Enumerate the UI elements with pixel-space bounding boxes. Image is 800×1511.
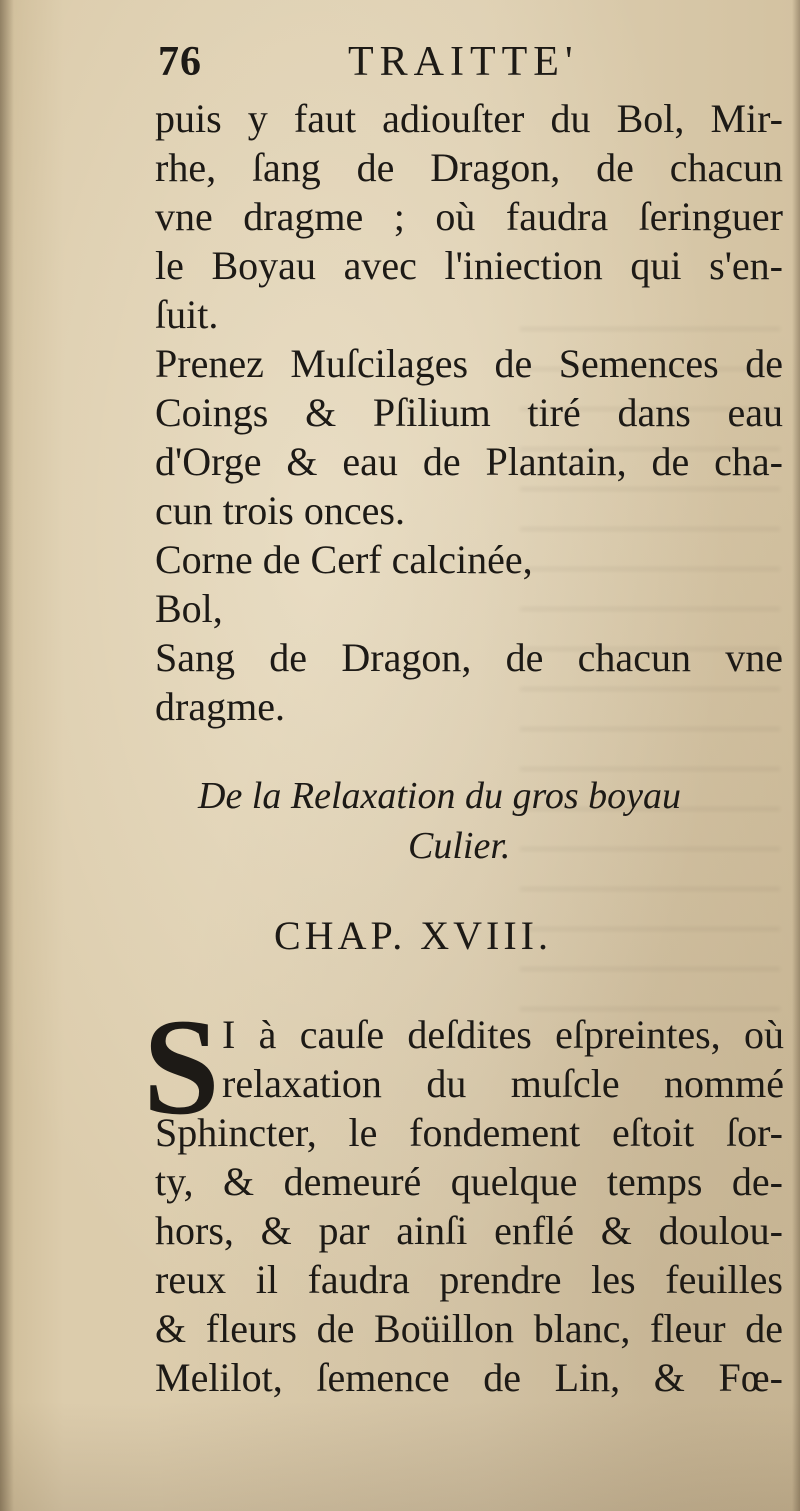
page-bottom-shadow [0, 1401, 800, 1511]
page-header [158, 38, 658, 92]
body-line: I à cauſe deſdites eſpreintes, où [222, 1012, 784, 1057]
body-line: ſuit. [155, 292, 219, 337]
page-edge-shadow [792, 0, 800, 1511]
recipe-line: cun trois onces. [155, 488, 405, 533]
section-title: De la Relaxation du gros boyau [198, 775, 682, 817]
body-line: relaxation du muſcle nommé [222, 1061, 784, 1106]
body-line: puis y faut adiouſter du Bol, Mir- [155, 96, 783, 141]
page-number: 76 [158, 39, 202, 85]
body-line: reux il faudra prendre les feuilles [155, 1257, 783, 1302]
page-gutter-shadow [0, 0, 14, 1511]
recipe-line: Sang de Dragon, de chacun vne [155, 635, 783, 680]
recipe-line: Corne de Cerf calcinée, [155, 537, 533, 582]
body-line: hors, & par ainſi enflé & doulou- [155, 1208, 783, 1253]
body-line: Melilot, ſemence de Lin, & Fœ- [155, 1355, 783, 1400]
body-line: le Boyau avec l'iniection qui s'en- [155, 243, 783, 288]
body-line: ty, & demeuré quelque temps de- [155, 1159, 783, 1204]
recipe-line: Prenez Muſcilages de Semences de [155, 341, 783, 386]
body-line: vne dragme ; où faudra ſeringuer [155, 194, 783, 239]
chapter-heading: CHAP. XVIII. [274, 913, 552, 958]
running-head: TRAITTE' [348, 39, 579, 85]
drop-cap: S [143, 990, 220, 1143]
section-title-continued: Culier. [408, 825, 511, 867]
body-line: & fleurs de Boüillon blanc, fleur de [155, 1306, 783, 1351]
recipe-line: Coings & Pſilium tiré dans eau [155, 390, 783, 435]
recipe-line: dragme. [155, 684, 285, 729]
body-line: Sphincter, le fondement eſtoit ſor- [155, 1110, 783, 1155]
body-line: rhe, ſang de Dragon, de chacun [155, 145, 783, 190]
recipe-line: Bol, [155, 586, 223, 631]
recipe-line: d'Orge & eau de Plantain, de cha- [155, 439, 783, 484]
